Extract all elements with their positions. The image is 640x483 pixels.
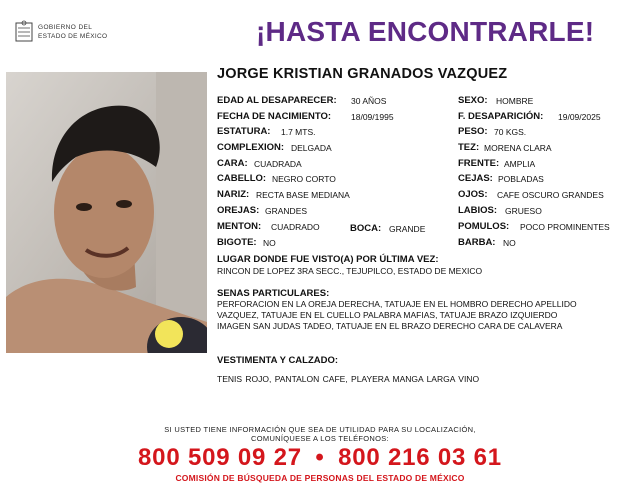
label-fecha-nacimiento: FECHA DE NACIMIENTO:	[217, 111, 331, 122]
value-estatura: 1.7 MTS.	[281, 127, 316, 137]
phone-separator: •	[315, 444, 325, 471]
label-frente: FRENTE:	[458, 158, 500, 169]
label-pomulos: POMULOS:	[458, 221, 510, 232]
value-fecha-nacimiento: 18/09/1995	[351, 112, 394, 122]
marks-line-2: VAZQUEZ, TATUAJE EN EL CUELLO PALABRA MAFIAS, TATUAJE BRAZO IZQUIERDO	[217, 310, 558, 320]
label-cara: CARA:	[217, 158, 248, 169]
missing-person-photo	[6, 72, 207, 353]
value-tez: MORENA CLARA	[484, 143, 552, 153]
value-pomulos: POCO PROMINENTES	[520, 222, 610, 232]
label-estatura: ESTATURA:	[217, 126, 271, 137]
label-clothing: VESTIMENTA Y CALZADO:	[217, 355, 339, 366]
label-cabello: CABELLO:	[217, 173, 267, 184]
person-name: JORGE KRISTIAN GRANADOS VAZQUEZ	[217, 66, 508, 82]
phone-number-2[interactable]: 800 216 03 61	[338, 444, 502, 471]
marks-line-1: PERFORACION EN LA OREJA DERECHA, TATUAJE EN EL HOMBRO DERECHO APELLIDO	[217, 299, 577, 309]
label-orejas: OREJAS:	[217, 205, 260, 216]
value-edad: 30 AÑOS	[351, 96, 387, 106]
label-cejas: CEJAS:	[458, 173, 493, 184]
value-barba: NO	[503, 238, 516, 248]
banner-title: ¡HASTA ENCONTRARLE!	[256, 16, 595, 47]
label-edad: EDAD AL DESAPARECER:	[217, 95, 337, 106]
logo-text-line1: GOBIERNO DEL	[38, 24, 93, 31]
government-logo	[14, 20, 114, 46]
value-bigote: NO	[263, 238, 276, 248]
label-barba: BARBA:	[458, 237, 496, 248]
label-bigote: BIGOTE:	[217, 237, 257, 248]
marks-line-3: IMAGEN SAN JUDAS TADEO, TATUAJE EN EL BRAZO DERECHO CARA DE CALAVERA	[217, 321, 563, 331]
label-boca: BOCA:	[350, 223, 382, 234]
label-peso: PESO:	[458, 126, 488, 137]
label-complexion: COMPLEXION:	[217, 142, 285, 153]
value-peso: 70 KGS.	[494, 127, 527, 137]
value-sexo: HOMBRE	[496, 96, 534, 106]
logo-text-line2: ESTADO DE MÉXICO	[38, 33, 108, 40]
value-nariz: RECTA BASE MEDIANA	[256, 190, 350, 200]
agency-name: COMISIÓN DE BÚSQUEDA DE PERSONAS DEL ESTADO DE MÉXICO	[175, 473, 465, 483]
value-cejas: POBLADAS	[498, 174, 544, 184]
coat-of-arms-icon	[14, 20, 34, 44]
label-sexo: SEXO:	[458, 95, 488, 106]
value-last-seen: RINCON DE LOPEZ 3RA SECC., TEJUPILCO, ESTADO DE MEXICO	[217, 266, 483, 276]
phone-number-1[interactable]: 800 509 09 27	[138, 444, 302, 471]
phone-numbers	[0, 444, 640, 472]
label-labios: LABIOS:	[458, 205, 498, 216]
label-last-seen: LUGAR DONDE FUE VISTO(A) POR ÚLTIMA VEZ:	[217, 254, 439, 265]
label-menton: MENTON:	[217, 221, 262, 232]
value-labios: GRUESO	[505, 206, 542, 216]
value-frente: AMPLIA	[504, 159, 536, 169]
label-particular-marks: SENAS PARTICULARES:	[217, 288, 330, 299]
value-clothing: TENIS ROJO, PANTALON CAFE, PLAYERA MANGA LARGA VINO	[217, 374, 480, 384]
person-portrait-illustration	[6, 72, 207, 353]
label-tez: TEZ:	[458, 142, 480, 153]
value-boca: GRANDE	[389, 224, 426, 234]
label-ojos: OJOS:	[458, 189, 488, 200]
label-nariz: NARIZ:	[217, 189, 250, 200]
label-fecha-desaparicion: F. DESAPARICIÓN:	[458, 111, 544, 122]
value-complexion: DELGADA	[291, 143, 332, 153]
value-fecha-desaparicion: 19/09/2025	[558, 112, 601, 122]
value-cabello: NEGRO CORTO	[272, 174, 336, 184]
value-menton: CUADRADO	[271, 222, 320, 232]
footer-note-line2: COMUNÍQUESE A LOS TELÉFONOS:	[251, 434, 389, 443]
value-orejas: GRANDES	[265, 206, 308, 216]
value-cara: CUADRADA	[254, 159, 302, 169]
footer-note-line1: SI USTED TIENE INFORMACIÓN QUE SEA DE UTILIDAD PARA SU LOCALIZACIÓN,	[164, 425, 476, 434]
value-ojos: CAFE OSCURO GRANDES	[497, 190, 604, 200]
